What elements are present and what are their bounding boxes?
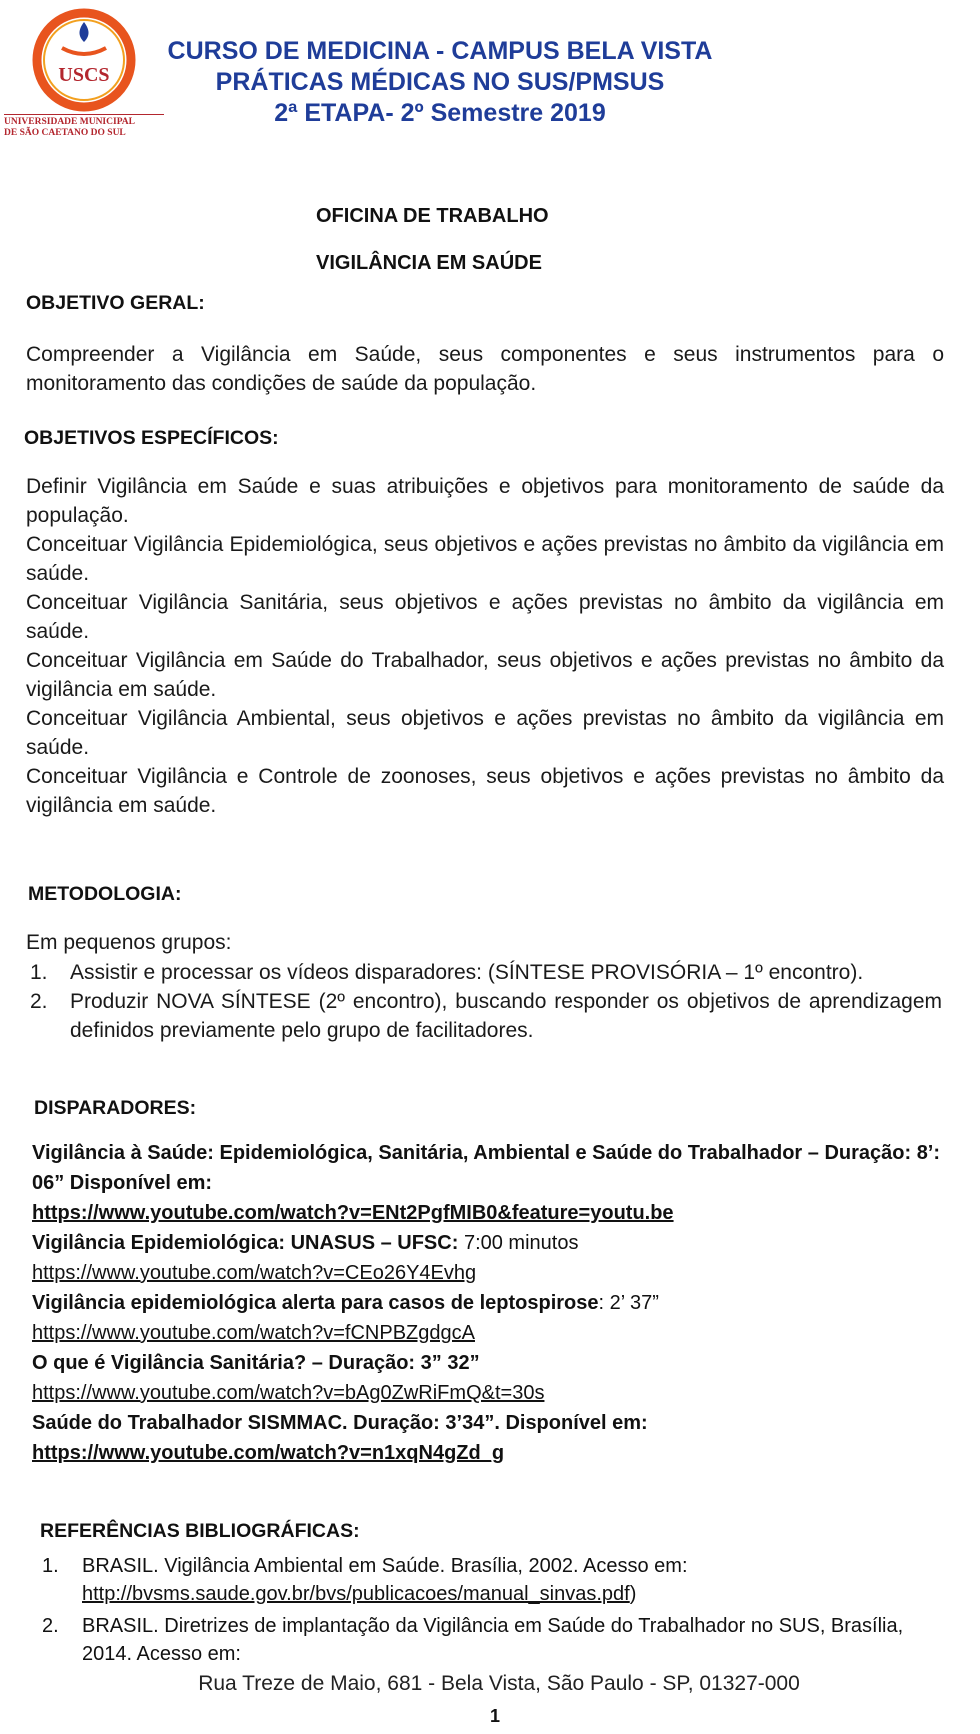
disparadores-heading: DISPARADORES: — [34, 1097, 197, 1119]
list-item: 2. Produzir NOVA SÍNTESE (2º encontro), buscando responder os objetivos de aprendizagem definidos previamente pelo grupo de facilitadores. — [30, 990, 942, 1042]
referencias-heading: REFERÊNCIAS BIBLIOGRÁFICAS: — [40, 1520, 360, 1542]
topic-title: VIGILÂNCIA EM SAÚDE — [316, 252, 542, 274]
objetivo-item: Conceituar Vigilância Epidemiológica, seus objetivos e ações previstas no âmbito da vigilância em saúde. — [26, 533, 944, 585]
metodologia-list — [30, 958, 942, 1045]
referencias-list — [42, 1552, 922, 1672]
video-link[interactable]: https://www.youtube.com/watch?v=CEo26Y4Evhg — [32, 1262, 477, 1284]
video-link[interactable]: https://www.youtube.com/watch?v=ENt2PgfMIB0&feature=youtu.be — [32, 1202, 674, 1224]
disparadores-list — [32, 1138, 944, 1468]
video-link[interactable]: https://www.youtube.com/watch?v=n1xqN4gZd_g — [32, 1442, 505, 1464]
university-name: UNIVERSIDADE MUNICIPAL DE SÃO CAETANO DO SUL — [4, 114, 164, 139]
metodologia-heading: METODOLOGIA: — [28, 883, 182, 905]
footer-address: Rua Treze de Maio, 681 - Bela Vista, São Paulo - SP, 01327-000 — [198, 1672, 800, 1695]
semester-title: 2ª ETAPA- 2º Semestre 2019 — [274, 99, 606, 127]
objetivo-item: Definir Vigilância em Saúde e suas atribuições e objetivos para monitoramento de saúde da população. — [26, 475, 944, 527]
metodologia-intro: Em pequenos grupos: — [26, 931, 232, 954]
program-title: PRÁTICAS MÉDICAS NO SUS/PMSUS — [215, 68, 665, 96]
objetivo-geral-text: Compreender a Vigilância em Saúde, seus componentes e seus instrumentos para o monitoramento das condições de saúde da população. — [26, 343, 944, 395]
header-titles — [140, 36, 740, 129]
video-title: Vigilância à Saúde: Epidemiológica, Sanitária, Ambiental e Saúde do Trabalhador – Duração: 8’: 06” Disponível em: — [32, 1142, 941, 1194]
list-item: 1. BRASIL. Vigilância Ambiental em Saúde. Brasília, 2002. Acesso em: http://bvsms.saude.gov.br/bvs/publicacoes/manual_sinvas.pdf) — [42, 1555, 688, 1605]
workshop-title: OFICINA DE TRABALHO — [316, 205, 549, 227]
logo-text: USCS — [58, 64, 110, 86]
video-link[interactable]: https://www.youtube.com/watch?v=fCNPBZgdgcA — [32, 1322, 475, 1344]
objetivo-item: Conceituar Vigilância em Saúde do Trabalhador, seus objetivos e ações previstas no âmbito da vigilância em saúde. — [26, 649, 944, 701]
objetivo-item: Conceituar Vigilância Ambiental, seus objetivos e ações previstas no âmbito da vigilância em saúde. — [26, 707, 944, 759]
objetivo-item: Conceituar Vigilância e Controle de zoonoses, seus objetivos e ações previstas no âmbito da vigilância em saúde. — [26, 765, 944, 817]
reference-link[interactable]: http://bvsms.saude.gov.br/bvs/publicacoes/manual_sinvas.pdf — [82, 1583, 630, 1605]
video-title: Vigilância Epidemiológica: UNASUS – UFSC: 7:00 minutos — [32, 1232, 579, 1254]
objetivos-especificos-heading: OBJETIVOS ESPECÍFICOS: — [24, 427, 279, 449]
objetivo-geral-heading: OBJETIVO GERAL: — [26, 292, 205, 314]
video-title: Vigilância epidemiológica alerta para casos de leptospirose: 2’ 37” — [32, 1292, 659, 1314]
list-item: 1. Assistir e processar os vídeos disparadores: (SÍNTESE PROVISÓRIA – 1º encontro). — [30, 961, 864, 984]
video-link[interactable]: https://www.youtube.com/watch?v=bAg0ZwRiFmQ&t=30s — [32, 1382, 545, 1404]
objetivos-especificos-list — [26, 473, 944, 821]
video-title: O que é Vigilância Sanitária? – Duração: 3” 32” — [32, 1352, 480, 1374]
objetivo-item: Conceituar Vigilância Sanitária, seus objetivos e ações previstas no âmbito da vigilância em saúde. — [26, 591, 944, 643]
page-number: 1 — [489, 1706, 500, 1726]
course-title: CURSO DE MEDICINA - CAMPUS BELA VISTA — [167, 37, 713, 65]
video-title: Saúde do Trabalhador SISMMAC. Duração: 3’34”. Disponível em: — [32, 1412, 648, 1434]
list-item: 2. BRASIL. Diretrizes de implantação da Vigilância em Saúde do Trabalhador no SUS, Brasília, 2014. Acesso em: — [42, 1615, 904, 1665]
uscs-seal-icon — [32, 8, 136, 112]
